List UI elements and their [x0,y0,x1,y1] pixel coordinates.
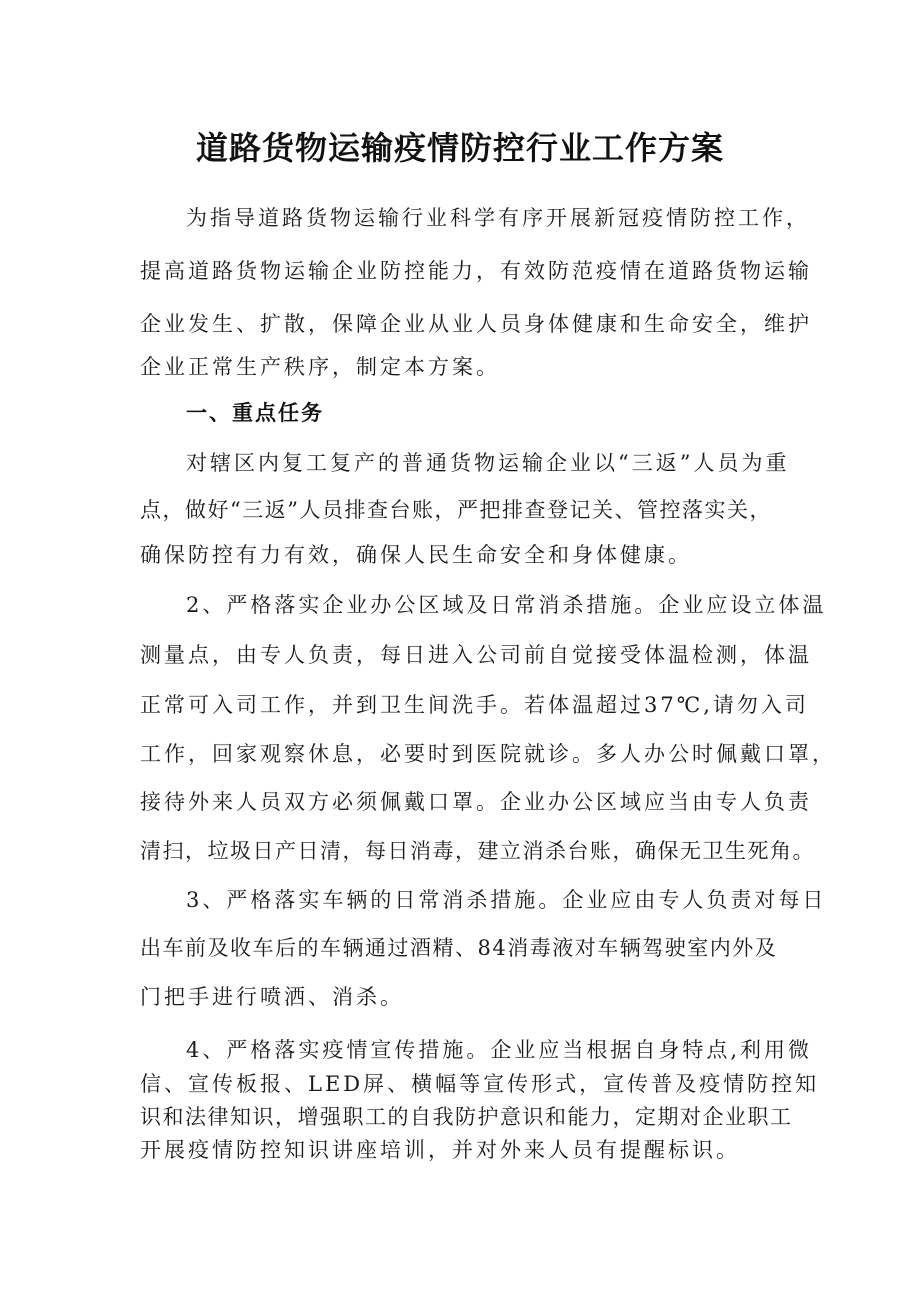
intro-line: 提高道路货物运输企业防控能力，有效防范疫情在道路货物运输 [140,259,812,283]
intro-line: 为指导道路货物运输行业科学有序开展新冠疫情防控工作， [186,206,810,230]
section-heading: 一、重点任务 [186,401,324,425]
intro-line: 企业正常生产秩序，制定本方案。 [140,355,500,379]
item4-line: 4、严格落实疫情宣传措施。企业应当根据自身特点,利用微 [186,1038,813,1062]
item2-line: 测量点，由专人负责，每日进入公司前自觉接受体温检测，体温 [140,643,812,667]
item3-line: 门把手进行喷洒、消杀。 [140,985,404,1009]
item4-line: 识和法律知识，增强职工的自我防护意识和能力，定期对企业职工 [140,1105,793,1129]
item3-line: 出车前及收车后的车辆通过酒精、84消毒液对车辆驾驶室内外及 [140,936,778,960]
item3-line: 3、严格落实车辆的日常消杀措施。企业应由专人负责对每日 [186,888,827,912]
item2-line: 清扫，垃圾日产日清，每日消毒，建立消杀台账，确保无卫生死角。 [140,839,815,863]
document-title: 道路货物运输疫情防控行业工作方案 [195,129,724,167]
item1-line: 点，做好“三返”人员排查台账，严把排查登记关、管控落实关， [140,498,772,522]
item4-line: 信、宣传板报、LED屏、横幅等宣传形式，宣传普及疫情防控知 [140,1072,820,1096]
item2-line: 接待外来人员双方必须佩戴口罩。企业办公区域应当由专人负责 [140,790,812,814]
item4-line: 开展疫情防控知识讲座培训，并对外来人员有提醒标识。 [140,1138,740,1162]
item2-line: 正常可入司工作，并到卫生间洗手。若体温超过37℃,请勿入司 [140,693,809,717]
item1-line: 对辖区内复工复产的普通货物运输企业以“三返”人员为重 [186,451,790,475]
intro-line: 企业发生、扩散，保障企业从业人员身体健康和生命安全，维护 [140,312,812,336]
item2-line: 工作，回家观察休息，必要时到医院就诊。多人办公时佩戴口罩， [140,742,836,766]
item2-line: 2、严格落实企业办公区域及日常消杀措施。企业应设立体温 [186,593,827,617]
item1-line: 确保防控有力有效，确保人民生命安全和身体健康。 [140,543,692,567]
